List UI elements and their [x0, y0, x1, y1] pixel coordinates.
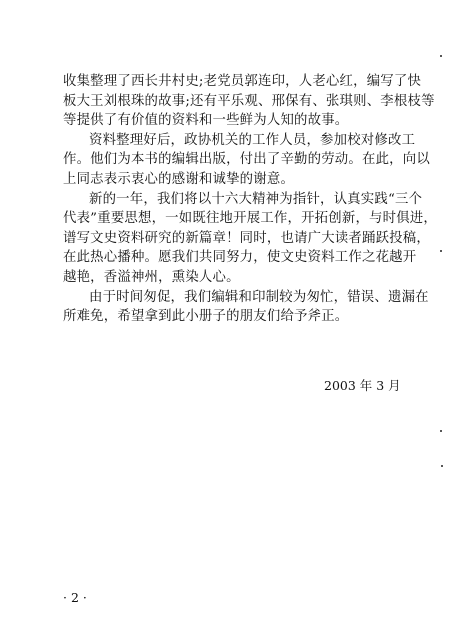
paragraph-line: 上同志表示衷心的感谢和诚挚的谢意。 — [63, 171, 295, 187]
paragraph-line: 收集整理了西长井村史;老党员郭连印，人老心红，编写了快 — [63, 74, 422, 89]
paragraph-line: 作。他们为本书的编辑出版，付出了辛勤的劳动。在此，向以 — [63, 152, 430, 168]
paragraph-line: 代表”重要思想，一如既往地开展工作，开拓创新，与时俱进， — [63, 211, 437, 227]
paragraph-line: 新的一年，我们将以十六大精神为指针，认真实践“三个 — [89, 191, 423, 207]
page-number: · 2 · — [63, 590, 87, 605]
date-signature: 2003 年 3 月 — [324, 378, 401, 393]
scan-mark — [440, 55, 442, 57]
paragraph-line: 由于时间匆促，我们编辑和印制较为匆忙，错误、遗漏在 — [89, 289, 429, 305]
scan-mark — [440, 250, 442, 252]
paragraph-line: 越艳，香溢神州，熏染人心。 — [63, 269, 240, 285]
scan-mark — [440, 430, 442, 432]
paragraph-line: 资料整理好后，政协机关的工作人员，参加校对修改工 — [89, 132, 416, 148]
body-text — [63, 72, 437, 327]
paragraph-line: 谱写文史资料研究的新篇章！同时，也请广大读者踊跃投稿， — [63, 230, 430, 246]
scan-mark — [441, 465, 443, 467]
paragraph-line: 在此热心播种。愿我们共同努力，使文史资料工作之花越开 — [63, 250, 417, 266]
paragraph-line: 所难免，希望拿到此小册子的朋友们给予斧正。 — [63, 309, 349, 325]
paragraph-line: 板大王刘根珠的故事;还有平乐观、邢保有、张琪则、李根枝等 — [63, 93, 435, 109]
paragraph-line: 等提供了有价值的资料和一些鲜为人知的故事。 — [63, 113, 349, 129]
